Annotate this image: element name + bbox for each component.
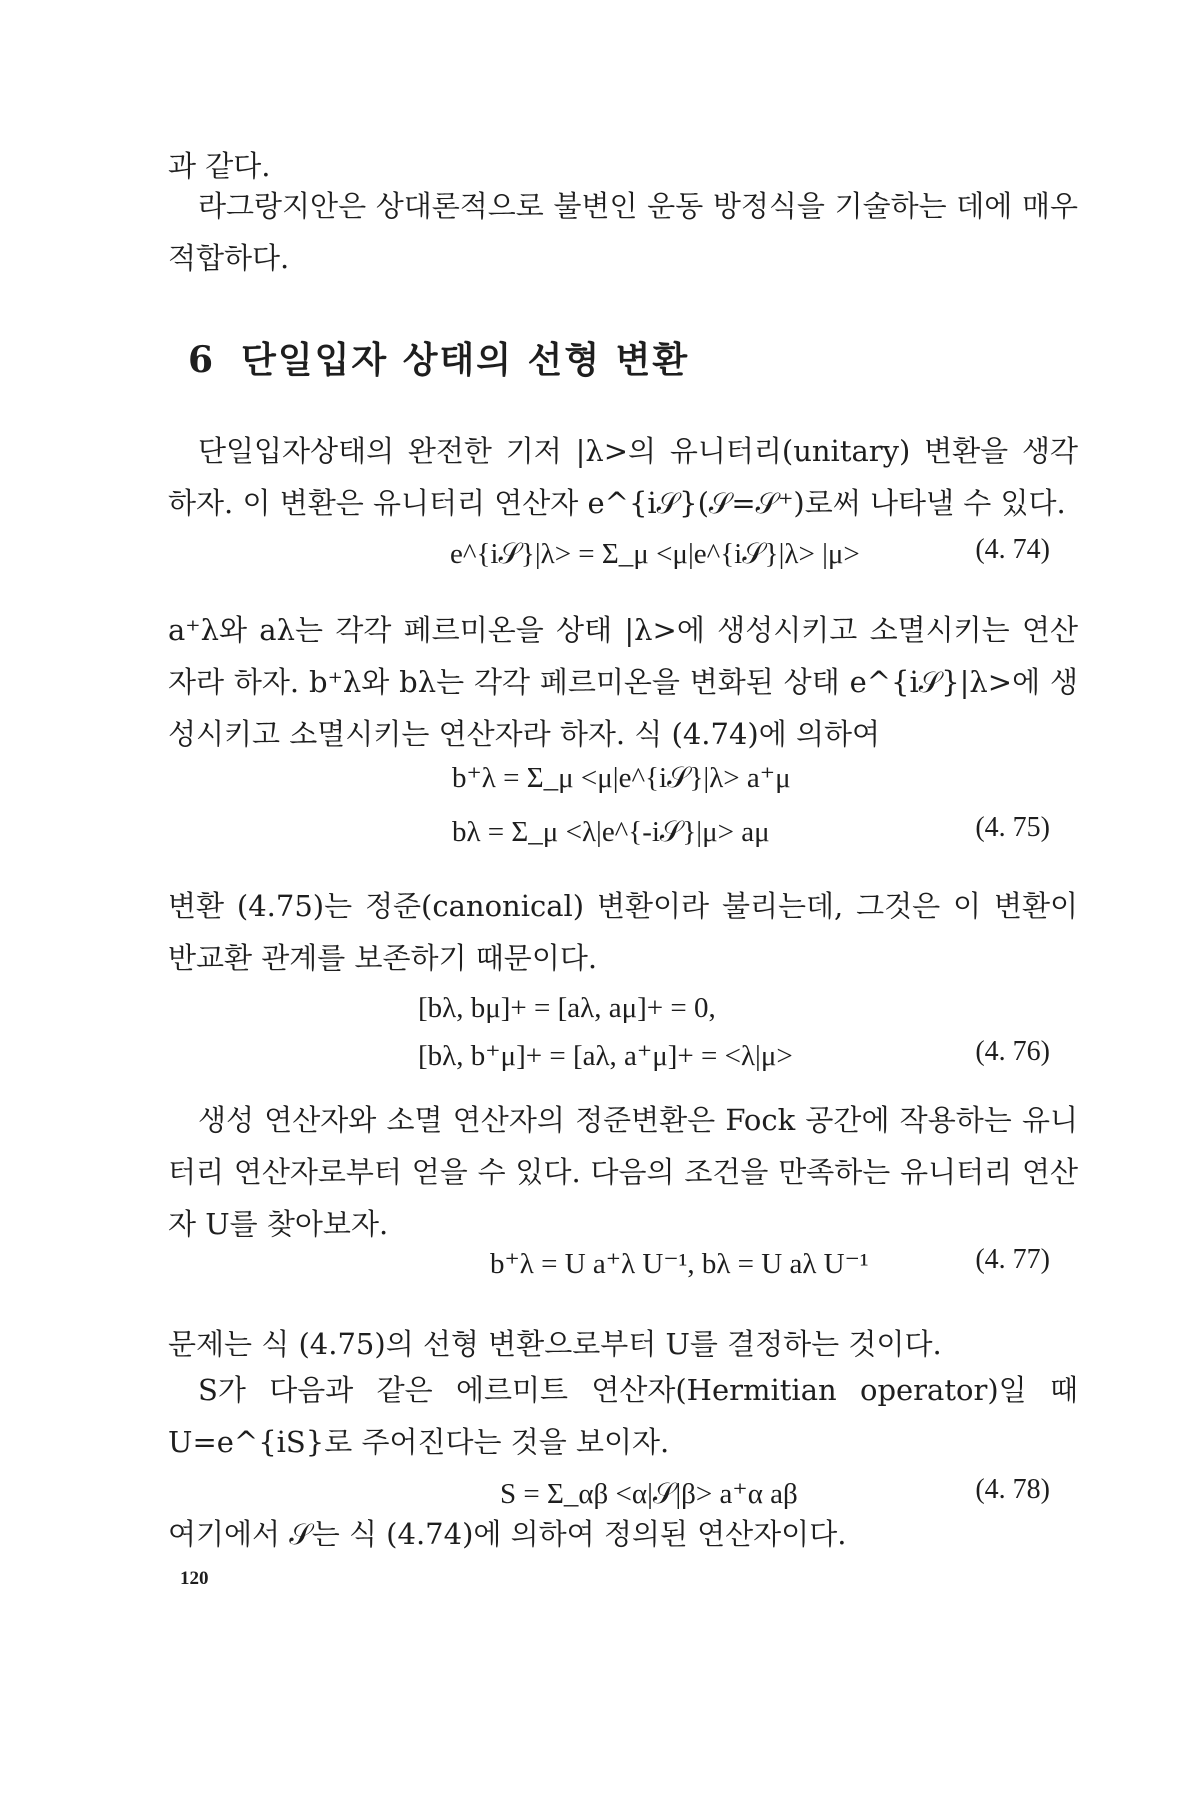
equation-number-4-76: (4. 76) [975, 1036, 1050, 1067]
equation-number-4-74: (4. 74) [975, 534, 1050, 565]
equation-4-77: b⁺λ = U a⁺λ U⁻¹, bλ = U aλ U⁻¹ [490, 1248, 869, 1280]
paragraph-1: 과 같다. [168, 149, 271, 183]
page-number: 120 [180, 1568, 209, 1589]
equation-number-4-77: (4. 77) [975, 1244, 1050, 1275]
equation-number-4-78: (4. 78) [975, 1474, 1050, 1505]
section-number: 6 [188, 339, 216, 381]
equation-4-76a: [bλ, bμ]+ = [aλ, aμ]+ = 0, [418, 992, 716, 1024]
paragraph-9: 여기에서 𝒮는 식 (4.74)에 의하여 정의된 연산자이다. [168, 1517, 847, 1551]
equation-4-75a: b⁺λ = Σ_μ <μ|e^{i𝒮}|λ> a⁺μ [452, 762, 791, 794]
paragraph-8: S가 다음과 같은 에르미트 연산자(Hermitian operator)일 때 U=e^{iS}로 주어진다는 것을 보이자. [168, 1373, 1078, 1459]
paragraph-2: 라그랑지안은 상대론적으로 불변인 운동 방정식을 기술하는 데에 매우 적합하다. [168, 189, 1078, 275]
equation-4-76b: [bλ, b⁺μ]+ = [aλ, a⁺μ]+ = <λ|μ> [418, 1040, 793, 1072]
equation-4-75b: bλ = Σ_μ <λ|e^{-i𝒮}|μ> aμ [452, 816, 770, 848]
paragraph-4: a⁺λ와 aλ는 각각 페르미온을 상태 |λ>에 생성시키고 소멸시키는 연산자라 하자. b⁺λ와 bλ는 각각 페르미온을 변화된 상태 e^{i𝒮}|λ>에 생성시키고 소멸시키는 연산자라 하자. 식 (4.74)에 의하여 [168, 613, 1078, 751]
paragraph-6: 생성 연산자와 소멸 연산자의 정준변환은 Fock 공간에 작용하는 유니터리 연산자로부터 얻을 수 있다. 다음의 조건을 만족하는 유니터리 연산자 U를 찾아보자. [168, 1103, 1078, 1241]
paragraph-3: 단일입자상태의 완전한 기저 |λ>의 유니터리(unitary) 변환을 생각하자. 이 변환은 유니터리 연산자 e^{i𝒮}(𝒮=𝒮⁺)로써 나타낼 수 있다. [168, 434, 1078, 520]
section-title: 단일입자 상태의 선형 변환 [241, 339, 690, 381]
equation-4-78: S = Σ_αβ <α|𝒮|β> a⁺α aβ [500, 1478, 798, 1510]
paragraph-5: 변환 (4.75)는 정준(canonical) 변환이라 불리는데, 그것은 이 변환이 반교환 관계를 보존하기 때문이다. [168, 889, 1078, 975]
paragraph-7: 문제는 식 (4.75)의 선형 변환으로부터 U를 결정하는 것이다. [168, 1327, 942, 1361]
section-heading [188, 332, 689, 383]
equation-number-4-75: (4. 75) [975, 812, 1050, 843]
equation-4-74: e^{i𝒮}|λ> = Σ_μ <μ|e^{i𝒮}|λ> |μ> [450, 538, 860, 570]
